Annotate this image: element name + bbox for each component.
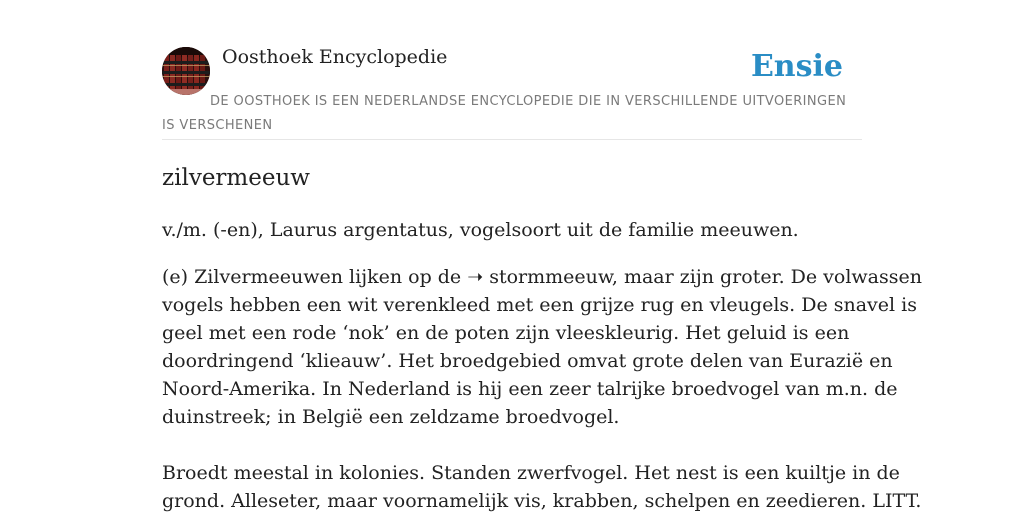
body-line: Broedt meestal in kolonies. Standen zwerfvogel. Het nest is een kuiltje in de [162,462,900,484]
article-title: zilvermeeuw [162,165,310,191]
site-avatar[interactable] [162,47,210,95]
site-tagline: DE OOSTHOEK IS EEN NEDERLANDSE ENCYCLOPEDIE DIE IN VERSCHILLENDE UITVOERINGEN IS VERSCHENEN [162,94,847,133]
article-definition: v./m. (-en), Laurus argentatus, vogelsoort uit de familie meeuwen. [162,219,799,241]
brand-logo-link[interactable]: Ensie [750,49,843,84]
body-line [162,263,922,291]
encyclopedia-books-icon [162,47,210,95]
site-name[interactable]: Oosthoek Encyclopedie [222,46,448,68]
body-line: vogels hebben een wit verenkleed met een grijze rug en vleugels. De snavel is [162,294,917,316]
cross-reference-arrow-icon: ➝ [467,266,484,288]
body-line: Noord-Amerika. In Nederland is hij een zeer talrijke broedvogel van m.n. de [162,378,898,400]
body-line: doordringend ‘klieauw’. Het broedgebied omvat grote delen van Eurazië en [162,350,893,372]
body-line: duinstreek; in België een zeldzame broedvogel. [162,406,620,428]
article-body [162,263,922,512]
body-text-segment: (e) Zilvermeeuwen lijken op de [162,266,462,288]
site-header [162,0,862,140]
page [162,0,922,512]
paragraph-gap [162,431,862,459]
body-line: grond. Alleseter, maar voornamelijk vis, krabben, schelpen en zeedieren. LITT. [162,490,922,512]
body-line: geel met een rode ‘nok’ en de poten zijn vleeskleurig. Het geluid is een [162,322,850,344]
cross-reference-link-stormmeeuw[interactable]: stormmeeuw, maar zijn groter. De volwassen [489,266,922,288]
